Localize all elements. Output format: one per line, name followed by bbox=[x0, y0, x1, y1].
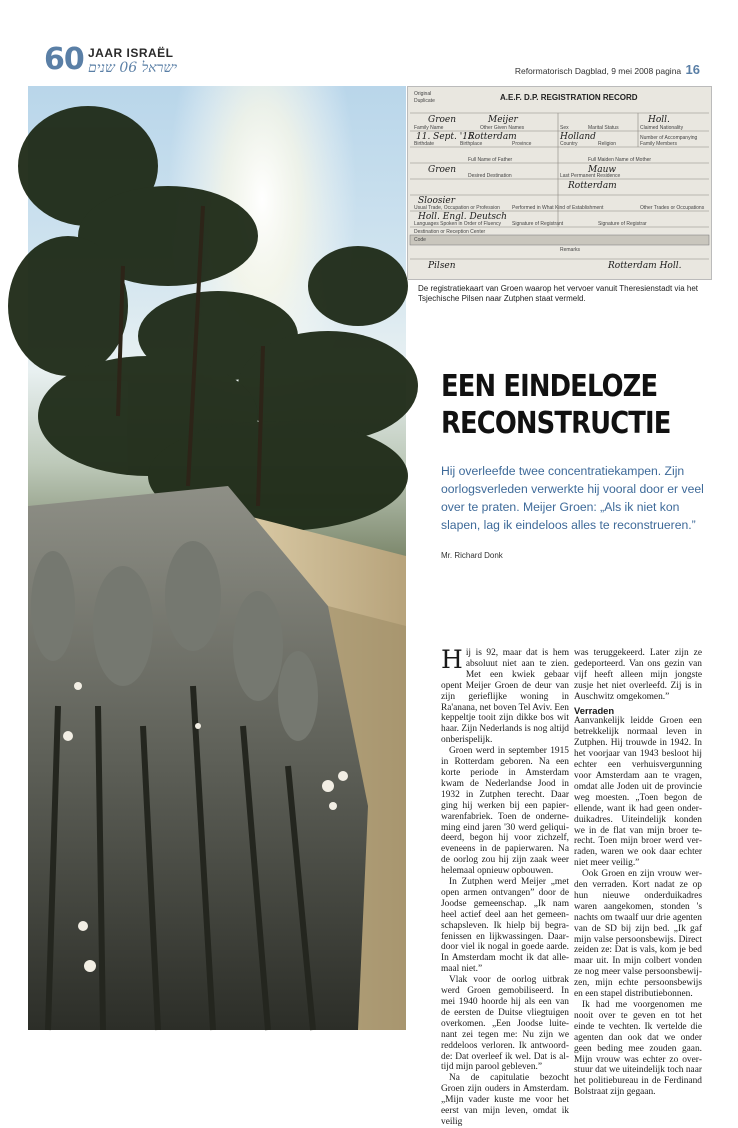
field-father: Full Name of Father bbox=[468, 157, 513, 163]
article-paragraph: In Zutphen werd Meijer „met open armen ontvangen” door de Joodse gemeenschap. „Ik nam heel actief deel aan het gemeenschapsleven. Ik hielp bij begrafenissen en lijkwassingen. Daardoor viel ik nogal in goede aarde. In Amsterdam mocht ik dat allemaal niet.” bbox=[441, 877, 569, 975]
field-languages: Languages Spoken in Order of Fluency bbox=[414, 221, 501, 227]
hand-remarks-rotterdam: Rotterdam Holl. bbox=[608, 261, 682, 271]
field-last-residence: Last Permanent Residence bbox=[560, 173, 621, 179]
field-occupation: Usual Trade, Occupation or Profession bbox=[414, 205, 500, 211]
field-signature-registrant: Signature of Registrant bbox=[512, 221, 564, 227]
field-other-names: Other Given Names bbox=[480, 125, 525, 131]
field-destination: Desired Destination bbox=[468, 173, 512, 179]
registration-card-title: A.E.F. D.P. REGISTRATION RECORD bbox=[500, 93, 638, 102]
field-duplicate: Duplicate bbox=[414, 98, 435, 104]
field-birthplace: Birthplace bbox=[460, 141, 483, 147]
page-number: 16 bbox=[685, 62, 700, 77]
paper-info bbox=[515, 62, 700, 77]
hand-occupation: Sloosier bbox=[418, 196, 456, 206]
article-paragraph-text: ij is 92, maar dat is hem absoluut niet aan te zien. Met een kwiek gebaar opent Meijer Groen de deur van zijn gerieflijke woning in Ra'anana, net boven Tel Aviv. Een keppeltje tooit zijn dikke bos wit haar. Zijn Nederlands is nog altijd onberispelijk. bbox=[441, 648, 569, 746]
registration-card-caption: De registratiekaart van Groen waarop het vervoer vanuit Theresienstadt via het Tsjechische Pilsen naar Zutphen staat vermeld. bbox=[418, 284, 698, 303]
hand-father: Groen bbox=[428, 165, 457, 175]
article-column-2 bbox=[574, 648, 702, 1098]
hand-remarks-pilsen: Pilsen bbox=[428, 261, 456, 271]
headline-line-2: RECONSTRUCTIE bbox=[441, 406, 671, 441]
article-paragraph: Ik had me voorgenomen me nooit over te geven en tot het einde te vechten. Ik vertelde die agenten dan ook dat we onder geen beding mee zouden gaan. Mijn vrouw was echter zo overstuur dat we uiteindelijk toch naar het politiebureau in de Ferdinand Bolstraat zijn gegaan. bbox=[574, 1000, 702, 1098]
field-reception-center: Destination or Reception Center bbox=[414, 229, 486, 235]
subheading: Verraden bbox=[574, 704, 615, 716]
logo-number: 60 bbox=[44, 42, 84, 77]
memorial-photo-illustration bbox=[28, 86, 406, 1030]
field-nationality: Claimed Nationality bbox=[640, 125, 684, 131]
field-birthdate: Birthdate bbox=[414, 141, 435, 147]
article-paragraph: Vlak voor de oorlog uitbrak werd Groen gemobiliseerd. In mei 1940 hoorde hij als een van de eersten de Duitse vliegtuigen overkomen. „Een Joodse luitenant zei tegen me: Nu zijn we reddeloos verloren. Ik antwoordde: Dat overleef ik wel. Dat is altijd mijn parool gebleven.” bbox=[441, 975, 569, 1073]
author-byline: Mr. Richard Donk bbox=[441, 551, 503, 560]
field-country: Country bbox=[560, 141, 578, 147]
masthead bbox=[28, 42, 718, 82]
field-remarks: Remarks bbox=[560, 247, 581, 253]
article-paragraph bbox=[441, 645, 569, 746]
photo-caption: Israël herdenkt de 6 miljoen Joden die tijdens de Holocaust omkwamen in het Yad Vashemmuseum in Jeruzalem. bbox=[318, 1040, 403, 1087]
article-paragraph: Aanvankelijk leidde Groen een betrekkelijk normaal leven in Zutphen. Hij trouwde in 1942. In het voorjaar van 1943 besloot hij echter een verhuisvergunning voor Amsterdam aan te vragen, omdat alle Joden uit de provincie weg moesten. „Toen begon de ellende, want ik had geen onderduikadres. Uiteindelijk konden we in de flat van mijn broer terecht. Toen mijn broer werd verraden, waren we ook daar echter niet meer veilig.” bbox=[574, 716, 702, 869]
field-marital: Marital Status bbox=[588, 125, 619, 131]
hand-residence: Rotterdam bbox=[568, 181, 617, 191]
field-signature-registrar: Signature of Registrar bbox=[598, 221, 647, 227]
paper-info-text: Reformatorisch Dagblad, 9 mei 2008 pagina bbox=[514, 66, 682, 76]
headline bbox=[441, 368, 682, 442]
hand-birthplace: Rotterdam bbox=[468, 132, 517, 142]
logo-title: JAAR ISRAËL bbox=[88, 46, 174, 60]
memorial-photo bbox=[28, 86, 406, 1087]
headline-line-1: EEN EINDELOZE bbox=[441, 369, 658, 404]
field-code: Code bbox=[414, 237, 426, 243]
hand-given-name: Meijer bbox=[488, 115, 518, 125]
hand-country: Holland bbox=[560, 132, 596, 142]
field-other-trades: Other Trades or Occupations bbox=[640, 205, 705, 211]
hand-languages: Holl. Engl. Deutsch bbox=[418, 212, 507, 222]
field-family-name: Family Name bbox=[414, 125, 444, 131]
article-column-1 bbox=[441, 645, 569, 1128]
registration-card bbox=[407, 86, 712, 280]
field-establishment: Performed in What Kind of Establishment bbox=[512, 205, 604, 211]
article-paragraph: Groen werd in september 1915 in Rotterdam geboren. Na een korte periode in Amsterdam kwam de Nederlandse Jood in 1932 in Zutphen terecht. Daar ging hij werken bij een papierwarenfabriek. Toen de onderneming eind jaren '30 werd geliquideerd, begon hij voor zichzelf, eveneens in de papierwaren. Na de oorlog zou hij zijn zaak weer helemaal opnieuw opbouwen. bbox=[441, 746, 569, 877]
article-paragraph: Ook Groen en zijn vrouw werden verraden. Kort nadat ze op hun nieuwe onderduikadres waren aangekomen, stonden 's nachts om twaalf uur drie agenten van de SD bij zijn bed. „Ik gaf mijn valse persoonsbewijs. Direct zeiden ze: Dat is vals, kom je bed maar uit. In mijn colbert vonden ze nog meer valse persoonsbewijzen, mijn echte persoonsbewijs en een stapel distributiebonnen. bbox=[574, 869, 702, 1000]
article-paragraph: was teruggekeerd. Later zijn ze gedeporteerd. Van ons gezin van vijf heeft alleen mijn jongste zusje het niet overleefd. Zij is in Auschwitz omgekomen.” bbox=[574, 648, 702, 702]
hand-birthdate: 11. Sept. '15 bbox=[416, 132, 474, 142]
field-province: Province bbox=[512, 141, 532, 147]
lead-paragraph: Hij overleefde twee concentratiekampen. Zijn oorlogsverleden verwerkte hij vooral door er veel over te praten. Meijer Groen: „Als ik niet kon slapen, lag ik eindeloos alles te reconstrueren.” bbox=[441, 464, 704, 532]
field-sex: Sex bbox=[560, 125, 569, 131]
field-mother: Full Maiden Name of Mother bbox=[588, 157, 652, 163]
field-family-members: Number of Accompanying Family Members bbox=[640, 135, 698, 147]
hand-nationality: Holl. bbox=[648, 115, 670, 125]
field-religion: Religion bbox=[598, 141, 617, 147]
hand-family-name: Groen bbox=[428, 115, 457, 125]
logo-hebrew: ישראל 60 שנים bbox=[88, 60, 177, 76]
hand-mother: Mauw bbox=[588, 165, 617, 175]
article-paragraph: Na de capitulatie bezocht Groen zijn ouders in Amsterdam. „Mijn vader kuste me voor het eerst van mijn leven, omdat ik veilig bbox=[441, 1073, 569, 1127]
field-original: Original bbox=[414, 91, 432, 97]
drop-cap: H bbox=[441, 645, 463, 674]
